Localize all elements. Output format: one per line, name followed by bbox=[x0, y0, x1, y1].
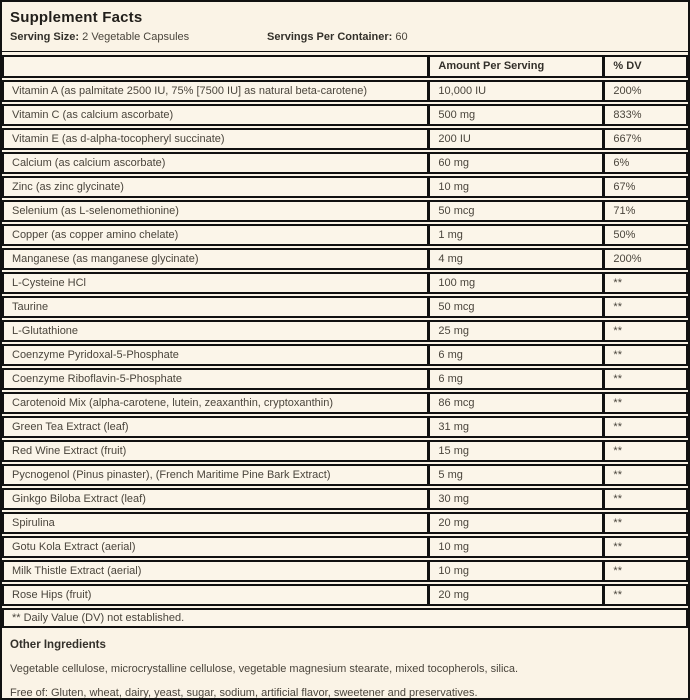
ingredient-dv: ** bbox=[602, 490, 686, 508]
ingredient-name: Spirulina bbox=[12, 517, 55, 529]
ingredient-name: Red Wine Extract (fruit) bbox=[12, 445, 127, 457]
ingredient-name: Calcium (as calcium ascorbate) bbox=[12, 157, 166, 169]
servings-per-container-label: Servings Per Container: bbox=[267, 31, 396, 43]
serving-size-value: 2 Vegetable Capsules bbox=[82, 31, 190, 43]
footnote-text: ** Daily Value (DV) not established. bbox=[12, 612, 185, 624]
table-row bbox=[2, 80, 688, 102]
table-row bbox=[2, 272, 688, 294]
table-row bbox=[2, 200, 688, 222]
ingredient-dv: ** bbox=[602, 274, 686, 292]
other-ingredients-section bbox=[2, 630, 688, 699]
ingredient-dv: ** bbox=[602, 346, 686, 364]
ingredient-amount: 30 mg bbox=[427, 490, 602, 508]
ingredient-dv: 200% bbox=[602, 82, 686, 100]
ingredient-amount: 200 IU bbox=[427, 130, 602, 148]
ingredient-dv: 6% bbox=[602, 154, 686, 172]
serving-info bbox=[10, 31, 680, 48]
table-row bbox=[2, 536, 688, 558]
ingredient-amount: 50 mcg bbox=[427, 202, 602, 220]
ingredient-name: Coenzyme Pyridoxal-5-Phosphate bbox=[12, 349, 179, 361]
ingredient-dv: 71% bbox=[602, 202, 686, 220]
ingredient-name: Vitamin A (as palmitate 2500 IU, 75% [7500 IU] as natural beta-carotene) bbox=[12, 85, 368, 97]
ingredient-dv: 200% bbox=[602, 250, 686, 268]
ingredient-name: Taurine bbox=[12, 301, 49, 313]
ingredient-amount: 10,000 IU bbox=[427, 82, 602, 100]
table-row bbox=[2, 128, 688, 150]
ingredient-amount: 15 mg bbox=[427, 442, 602, 460]
table-body bbox=[2, 80, 688, 606]
ingredient-amount: 50 mcg bbox=[427, 298, 602, 316]
ingredient-amount: 6 mg bbox=[427, 346, 602, 364]
ingredient-amount: 500 mg bbox=[427, 106, 602, 124]
ingredient-dv: ** bbox=[602, 394, 686, 412]
ingredient-name: Milk Thistle Extract (aerial) bbox=[12, 565, 142, 577]
ingredient-name: Coenzyme Riboflavin-5-Phosphate bbox=[12, 373, 182, 385]
ingredient-name: Rose Hips (fruit) bbox=[12, 589, 92, 601]
footnote-row bbox=[2, 608, 688, 628]
ingredient-name: Copper (as copper amino chelate) bbox=[12, 229, 179, 241]
ingredient-amount: 25 mg bbox=[427, 322, 602, 340]
ingredient-amount: 86 mcg bbox=[427, 394, 602, 412]
table-row bbox=[2, 416, 688, 438]
ingredient-dv: ** bbox=[602, 562, 686, 580]
ingredient-dv: ** bbox=[602, 442, 686, 460]
ingredient-amount: 10 mg bbox=[427, 538, 602, 556]
ingredient-name: L-Cysteine HCl bbox=[12, 277, 86, 289]
column-header-amount: Amount Per Serving bbox=[427, 57, 602, 76]
table-row bbox=[2, 584, 688, 606]
ingredient-name: Vitamin E (as d-alpha-tocopheryl succinate) bbox=[12, 133, 225, 145]
ingredient-amount: 1 mg bbox=[427, 226, 602, 244]
ingredient-dv: 667% bbox=[602, 130, 686, 148]
table-row bbox=[2, 440, 688, 462]
ingredient-name: Selenium (as L-selenomethionine) bbox=[12, 205, 179, 217]
ingredient-amount: 5 mg bbox=[427, 466, 602, 484]
ingredient-amount: 6 mg bbox=[427, 370, 602, 388]
ingredient-name: Vitamin C (as calcium ascorbate) bbox=[12, 109, 174, 121]
ingredient-amount: 20 mg bbox=[427, 514, 602, 532]
ingredient-amount: 10 mg bbox=[427, 562, 602, 580]
serving-size bbox=[10, 31, 267, 43]
table-row bbox=[2, 224, 688, 246]
ingredient-name: Carotenoid Mix (alpha-carotene, lutein, zeaxanthin, cryptoxanthin) bbox=[12, 397, 334, 409]
ingredient-name: Ginkgo Biloba Extract (leaf) bbox=[12, 493, 146, 505]
ingredient-amount: 10 mg bbox=[427, 178, 602, 196]
other-ingredients-body: Vegetable cellulose, microcrystalline cellulose, vegetable magnesium stearate, mixed tocopherols, silica. bbox=[10, 663, 519, 675]
other-ingredients-heading: Other Ingredients bbox=[10, 639, 106, 651]
table-row bbox=[2, 296, 688, 318]
ingredient-dv: ** bbox=[602, 370, 686, 388]
table-header-row bbox=[2, 55, 688, 78]
ingredient-name: Green Tea Extract (leaf) bbox=[12, 421, 129, 433]
table-row bbox=[2, 344, 688, 366]
ingredient-amount: 20 mg bbox=[427, 586, 602, 604]
free-of-text: Free of: Gluten, wheat, dairy, yeast, sugar, sodium, artificial flavor, sweetener and preservatives. bbox=[10, 687, 478, 699]
ingredient-dv: ** bbox=[602, 538, 686, 556]
table-row bbox=[2, 512, 688, 534]
ingredient-amount: 60 mg bbox=[427, 154, 602, 172]
ingredient-dv: 67% bbox=[602, 178, 686, 196]
column-header-dv: % DV bbox=[602, 57, 686, 76]
table-row bbox=[2, 152, 688, 174]
ingredient-dv: ** bbox=[602, 514, 686, 532]
column-header-name bbox=[4, 57, 427, 76]
facts-table bbox=[2, 55, 688, 628]
ingredient-name: Manganese (as manganese glycinate) bbox=[12, 253, 199, 265]
label-header bbox=[2, 2, 688, 51]
table-row bbox=[2, 320, 688, 342]
ingredient-dv: ** bbox=[602, 418, 686, 436]
table-row bbox=[2, 392, 688, 414]
table-row bbox=[2, 488, 688, 510]
table-row bbox=[2, 176, 688, 198]
ingredient-name: Pycnogenol (Pinus pinaster), (French Maritime Pine Bark Extract) bbox=[12, 469, 331, 481]
label-title: Supplement Facts bbox=[10, 9, 143, 26]
ingredient-amount: 4 mg bbox=[427, 250, 602, 268]
table-row bbox=[2, 104, 688, 126]
ingredient-amount: 100 mg bbox=[427, 274, 602, 292]
table-row bbox=[2, 368, 688, 390]
ingredient-name: Zinc (as zinc glycinate) bbox=[12, 181, 124, 193]
ingredient-amount: 31 mg bbox=[427, 418, 602, 436]
ingredient-name: Gotu Kola Extract (aerial) bbox=[12, 541, 136, 553]
table-row bbox=[2, 464, 688, 486]
ingredient-dv: 50% bbox=[602, 226, 686, 244]
table-row bbox=[2, 248, 688, 270]
ingredient-dv: ** bbox=[602, 466, 686, 484]
servings-per-container-value: 60 bbox=[395, 31, 408, 43]
ingredient-dv: 833% bbox=[602, 106, 686, 124]
servings-per-container bbox=[267, 31, 408, 43]
header-divider bbox=[2, 51, 688, 52]
table-row bbox=[2, 560, 688, 582]
ingredient-dv: ** bbox=[602, 586, 686, 604]
ingredient-dv: ** bbox=[602, 298, 686, 316]
serving-size-label: Serving Size: bbox=[10, 31, 83, 43]
ingredient-dv: ** bbox=[602, 322, 686, 340]
ingredient-name: L-Glutathione bbox=[12, 325, 79, 337]
